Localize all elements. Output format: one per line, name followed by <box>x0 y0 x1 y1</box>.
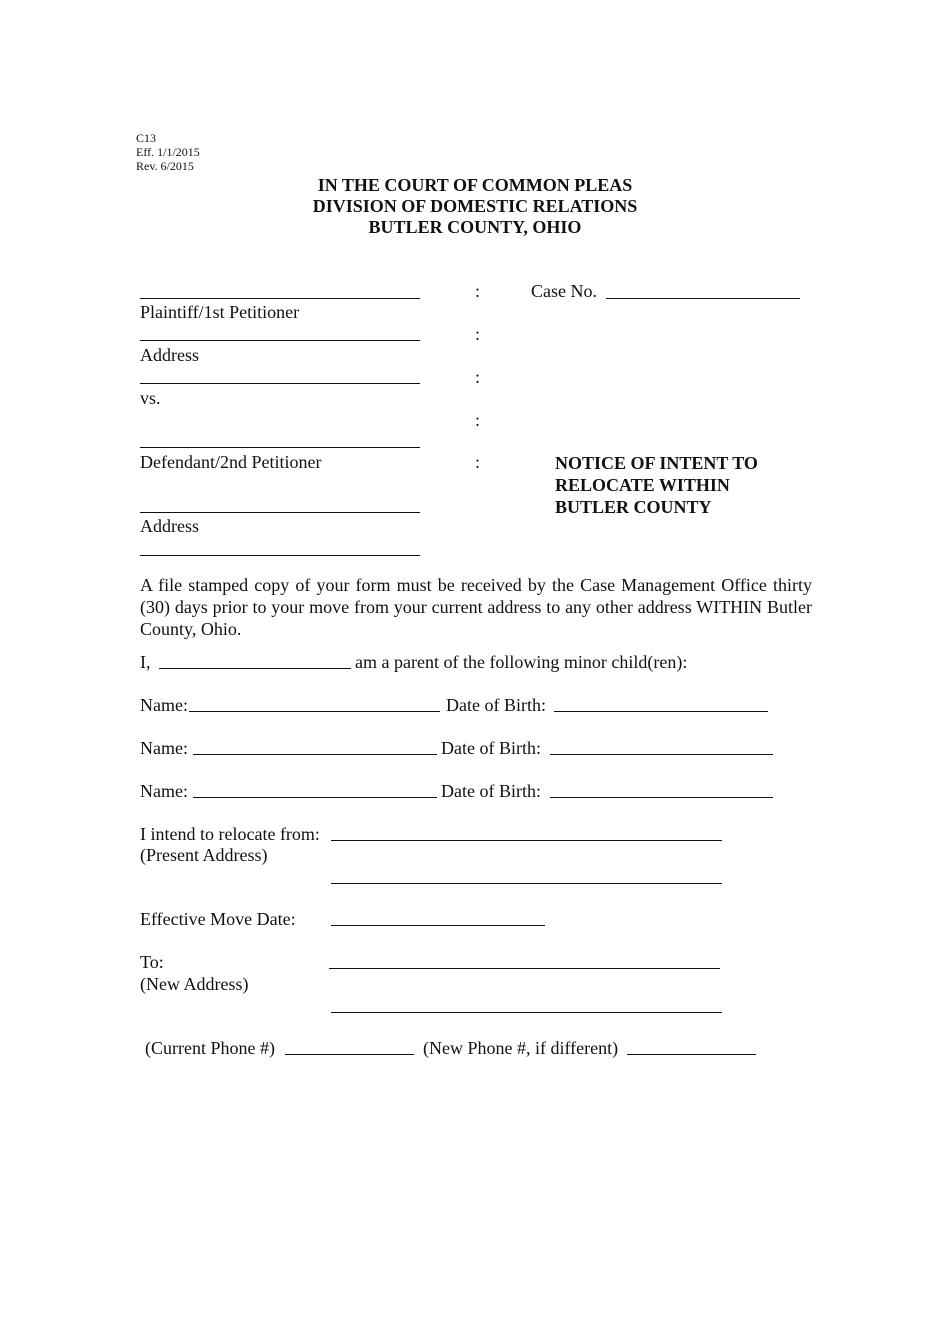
form-effective-date: Eff. 1/1/2015 <box>136 145 200 159</box>
child-name-line[interactable] <box>193 797 437 798</box>
case-number-line[interactable] <box>606 298 800 299</box>
plaintiff-address-line-2[interactable] <box>140 383 420 384</box>
caption-separator: : <box>475 281 481 301</box>
instructions-paragraph: A file stamped copy of your form must be received by the Case Management Office thirty (30) days prior to your move from your current address to any other address WITHIN Butler County, Ohio. <box>140 575 812 639</box>
child-dob-label: Date of Birth: <box>441 781 541 801</box>
defendant-address-line[interactable] <box>140 512 420 513</box>
document-title-line-1: NOTICE OF INTENT TO <box>555 453 758 473</box>
move-date-label: Effective Move Date: <box>140 909 296 929</box>
defendant-address-line-2[interactable] <box>140 555 420 556</box>
new-phone-label: (New Phone #, if different) <box>423 1038 619 1058</box>
current-phone-line[interactable] <box>285 1054 414 1055</box>
document-title-line-3: BUTLER COUNTY <box>555 497 712 517</box>
child-dob-label: Date of Birth: <box>441 738 541 758</box>
defendant-label: Defendant/2nd Petitioner <box>140 452 322 472</box>
parent-prefix: I, <box>140 652 151 672</box>
child-dob-line[interactable] <box>554 711 768 712</box>
defendant-address-label: Address <box>140 516 199 536</box>
current-phone-label: (Current Phone #) <box>145 1038 275 1058</box>
child-dob-label: Date of Birth: <box>446 695 546 715</box>
caption-separator: : <box>475 452 481 472</box>
document-title-line-2: RELOCATE WITHIN <box>555 475 730 495</box>
plaintiff-address-line[interactable] <box>140 340 420 341</box>
plaintiff-address-label: Address <box>140 345 199 365</box>
child-name-label: Name: <box>140 695 188 715</box>
new-address-line[interactable] <box>329 968 720 969</box>
child-name-line[interactable] <box>193 754 437 755</box>
child-name-label: Name: <box>140 781 188 801</box>
new-phone-line[interactable] <box>627 1054 756 1055</box>
present-address-line-2[interactable] <box>331 883 722 884</box>
move-date-line[interactable] <box>331 925 545 926</box>
caption-separator: : <box>475 410 481 430</box>
new-address-label: (New Address) <box>140 974 249 994</box>
versus-label: vs. <box>140 388 161 408</box>
form-code: C13 <box>136 131 157 145</box>
parent-statement: am a parent of the following minor child(ren): <box>355 652 688 672</box>
relocate-from-label: I intend to relocate from: <box>140 824 320 844</box>
form-revision-date: Rev. 6/2015 <box>136 159 194 173</box>
caption-separator: : <box>475 324 481 344</box>
court-division: DIVISION OF DOMESTIC RELATIONS <box>312 196 638 216</box>
plaintiff-name-line[interactable] <box>140 298 420 299</box>
caption-separator: : <box>475 367 481 387</box>
child-name-label: Name: <box>140 738 188 758</box>
plaintiff-label: Plaintiff/1st Petitioner <box>140 302 300 322</box>
court-name: IN THE COURT OF COMMON PLEAS <box>317 175 633 195</box>
court-county: BUTLER COUNTY, OHIO <box>368 217 582 237</box>
parent-name-line[interactable] <box>159 668 351 669</box>
present-address-line[interactable] <box>331 840 722 841</box>
child-dob-line[interactable] <box>550 797 773 798</box>
defendant-name-line[interactable] <box>140 447 420 448</box>
present-address-label: (Present Address) <box>140 845 268 865</box>
child-name-line[interactable] <box>189 711 440 712</box>
case-number-label: Case No. <box>531 281 597 301</box>
relocate-to-label: To: <box>140 952 164 972</box>
child-dob-line[interactable] <box>550 754 773 755</box>
new-address-line-2[interactable] <box>331 1012 722 1013</box>
